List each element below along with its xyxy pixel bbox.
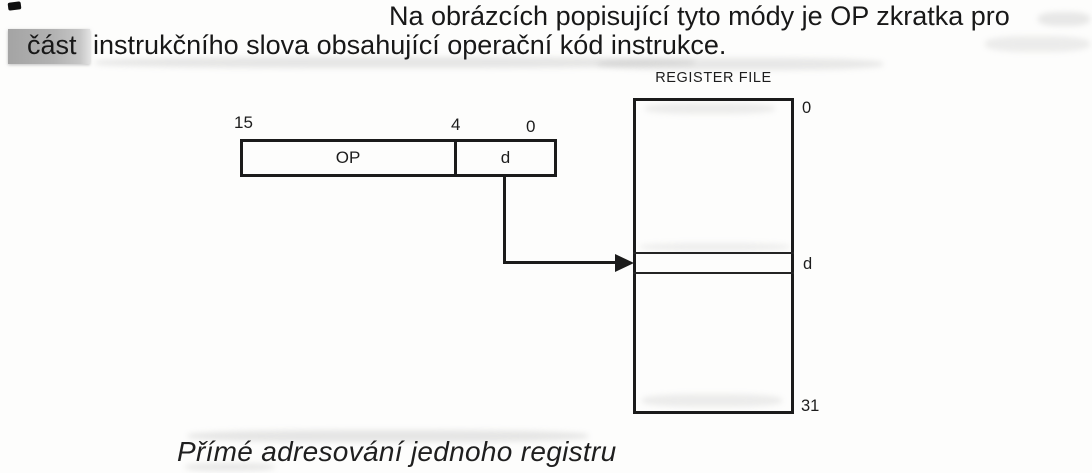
connector-horizontal-line [503, 261, 618, 264]
highlighted-word: část [8, 29, 90, 64]
register-file-box [633, 98, 794, 414]
scan-smudge [985, 36, 1090, 52]
register-index-d: d [803, 255, 813, 273]
paragraph-line-2 [8, 28, 726, 62]
figure-caption: Přímé adresování jednoho registru [177, 436, 617, 467]
arrowhead-icon [615, 254, 634, 272]
opcode-field-label: OP [335, 148, 361, 167]
register-field-label: d [500, 148, 511, 167]
bit-label-4: 4 [451, 115, 461, 134]
scan-ink-blot [8, 1, 22, 11]
selected-row-bottom-line [633, 272, 794, 274]
paragraph-line-1: Na obrázcích popisující tyto módy je OP zkratka pro [389, 1, 1010, 31]
register-index-0: 0 [802, 99, 812, 117]
register-file-title: REGISTER FILE [655, 70, 772, 86]
scan-smudge [1038, 12, 1090, 26]
selected-row-top-line [633, 252, 794, 254]
paragraph-line-2-rest: instrukčního slova obsahující operační kód instrukce. [93, 30, 727, 60]
connector-vertical-line [503, 176, 506, 264]
register-index-31: 31 [801, 397, 820, 415]
bit-label-15: 15 [234, 113, 253, 132]
bit-label-0: 0 [526, 117, 536, 136]
